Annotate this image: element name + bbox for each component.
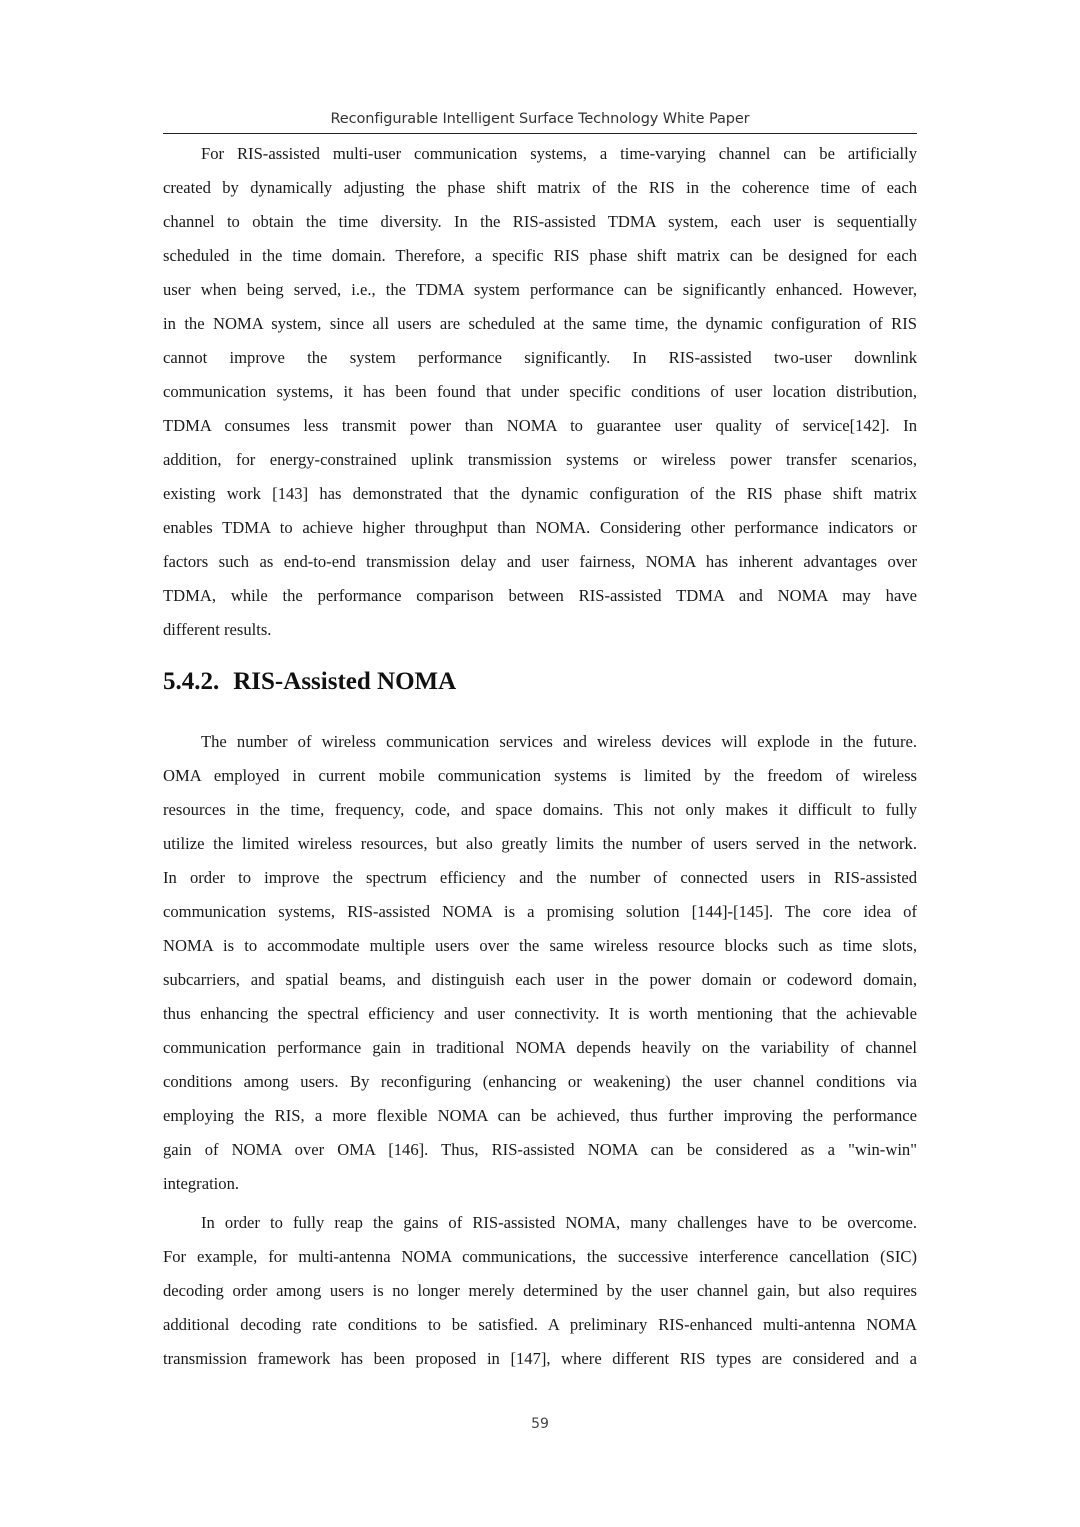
paragraph-tdma-vs-noma xyxy=(163,137,917,647)
text-line: communication systems, it has been found that under specific conditions of user location distribution, xyxy=(163,382,917,401)
text-line: TDMA, while the performance comparison between RIS-assisted TDMA and NOMA may have xyxy=(163,586,917,605)
text-line: In order to improve the spectrum efficiency and the number of connected users in RIS-assisted xyxy=(163,868,917,887)
text-line: different results. xyxy=(163,620,272,639)
text-line: In order to fully reap the gains of RIS-assisted NOMA, many challenges have to be overcome. xyxy=(201,1213,917,1232)
text-line: integration. xyxy=(163,1174,240,1193)
text-line: scheduled in the time domain. Therefore, a specific RIS phase shift matrix can be designed for each xyxy=(163,246,917,265)
text-line: enables TDMA to achieve higher throughput than NOMA. Considering other performance indicators or xyxy=(163,518,917,537)
running-header: Reconfigurable Intelligent Surface Technology White Paper xyxy=(330,111,750,127)
text-line: resources in the time, frequency, code, and space domains. This not only makes it difficult to fully xyxy=(163,800,917,819)
text-line: OMA employed in current mobile communication systems is limited by the freedom of wireless xyxy=(163,766,917,785)
text-line: TDMA consumes less transmit power than NOMA to guarantee user quality of service[142]. In xyxy=(163,416,917,435)
text-line: employing the RIS, a more flexible NOMA can be achieved, thus further improving the performance xyxy=(163,1106,917,1125)
text-line: channel to obtain the time diversity. In the RIS-assisted TDMA system, each user is sequentially xyxy=(163,212,917,231)
text-line: decoding order among users is no longer merely determined by the user channel gain, but also requires xyxy=(163,1281,917,1300)
text-line: cannot improve the system performance significantly. In RIS-assisted two-user downlink xyxy=(163,348,917,367)
text-line: conditions among users. By reconfiguring (enhancing or weakening) the user channel conditions via xyxy=(163,1072,917,1091)
text-line: existing work [143] has demonstrated that the dynamic configuration of the RIS phase shift matrix xyxy=(163,484,917,503)
text-line: communication systems, RIS-assisted NOMA is a promising solution [144]-[145]. The core idea of xyxy=(163,902,917,921)
paragraph-ris-noma-challenges xyxy=(163,1206,917,1376)
text-line: factors such as end-to-end transmission delay and user fairness, NOMA has inherent advantages over xyxy=(163,552,917,571)
section-number: 5.4.2. xyxy=(163,668,220,695)
text-line: transmission framework has been proposed in [147], where different RIS types are considered and a xyxy=(163,1349,917,1368)
text-line: The number of wireless communication services and wireless devices will explode in the future. xyxy=(201,732,917,751)
text-line: user when being served, i.e., the TDMA system performance can be significantly enhanced. However, xyxy=(163,280,917,299)
text-line: addition, for energy-constrained uplink transmission systems or wireless power transfer scenarios, xyxy=(163,450,917,469)
text-line: For RIS-assisted multi-user communication systems, a time-varying channel can be artificially xyxy=(201,144,917,163)
header-divider xyxy=(163,133,917,134)
section-title: RIS-Assisted NOMA xyxy=(233,668,457,695)
paragraph-ris-noma-intro xyxy=(163,725,917,1201)
text-line: communication performance gain in traditional NOMA depends heavily on the variability of channel xyxy=(163,1038,917,1057)
text-line: created by dynamically adjusting the phase shift matrix of the RIS in the coherence time of each xyxy=(163,178,917,197)
text-line: additional decoding rate conditions to be satisfied. A preliminary RIS-enhanced multi-antenna NOMA xyxy=(163,1315,917,1334)
text-line: For example, for multi-antenna NOMA communications, the successive interference cancellation (SIC) xyxy=(163,1247,917,1266)
text-line: in the NOMA system, since all users are scheduled at the same time, the dynamic configuration of RIS xyxy=(163,314,917,333)
text-line: subcarriers, and spatial beams, and distinguish each user in the power domain or codeword domain, xyxy=(163,970,917,989)
text-line: thus enhancing the spectral efficiency and user connectivity. It is worth mentioning that the achievable xyxy=(163,1004,917,1023)
text-line: gain of NOMA over OMA [146]. Thus, RIS-assisted NOMA can be considered as a "win-win" xyxy=(163,1140,917,1159)
text-line: NOMA is to accommodate multiple users over the same wireless resource blocks such as time slots, xyxy=(163,936,917,955)
section-heading xyxy=(163,668,456,696)
text-line: utilize the limited wireless resources, but also greatly limits the number of users served in the network. xyxy=(163,834,917,853)
page-number: 59 xyxy=(531,1416,549,1432)
